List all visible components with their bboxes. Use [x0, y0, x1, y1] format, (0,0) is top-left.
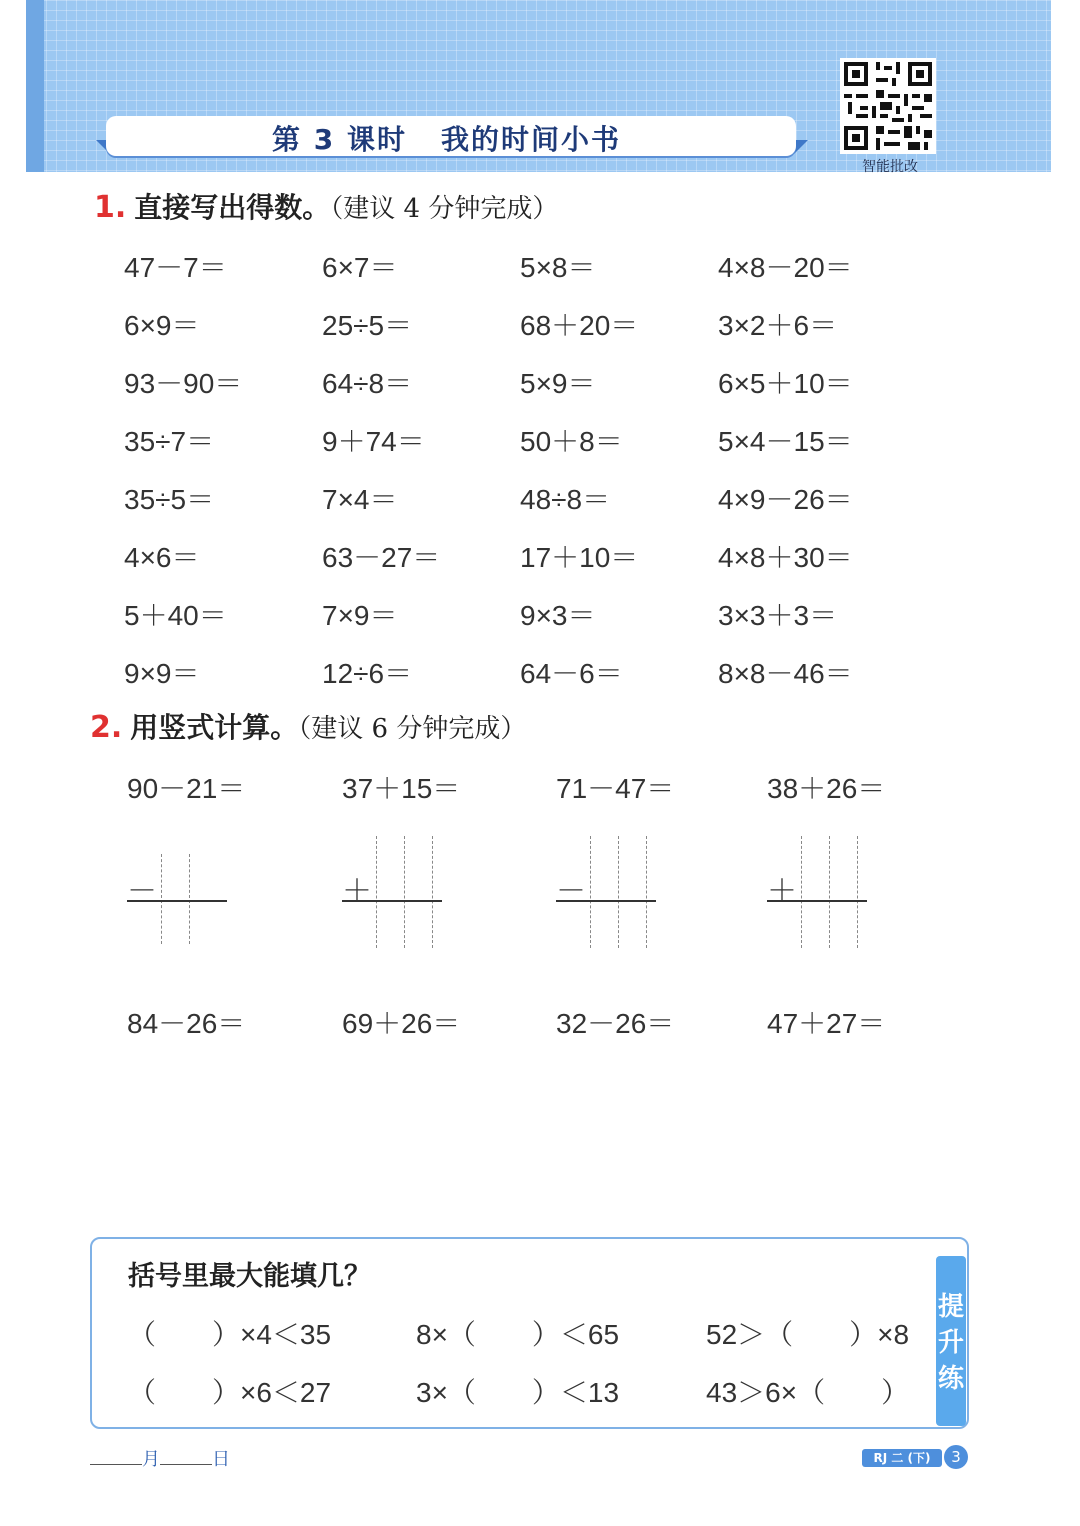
- sum-line: [127, 900, 227, 902]
- sum-line: [767, 900, 867, 902]
- column-guide: [590, 836, 591, 948]
- oral-item: 5＋40＝: [124, 600, 227, 631]
- lesson-title: [272, 118, 621, 158]
- column-guide: [432, 836, 433, 948]
- vertical-calc-item: 47＋27＝: [767, 1008, 886, 1039]
- vertical-calc-item: 32－26＝: [556, 1008, 675, 1039]
- operator-sign: －: [127, 875, 157, 908]
- section-1-number: 1.: [94, 190, 127, 225]
- month-label: 月: [142, 1449, 160, 1470]
- side-tab-tisheng: [936, 1256, 966, 1426]
- oral-item: 64÷8＝: [322, 368, 413, 399]
- oral-item: 9×9＝: [124, 658, 200, 689]
- column-guide: [801, 836, 802, 948]
- month-blank[interactable]: [90, 1464, 142, 1465]
- section-1-heading: [94, 186, 558, 226]
- oral-item: 68＋20＝: [520, 310, 639, 341]
- operator-sign: －: [556, 875, 586, 908]
- section-2-hint: （建议 6 分钟完成）: [298, 714, 527, 744]
- oral-item: 4×8－20＝: [718, 252, 853, 283]
- oral-item: 9×3＝: [520, 600, 596, 631]
- oral-item: 93－90＝: [124, 368, 243, 399]
- oral-item: 5×8＝: [520, 252, 596, 283]
- column-guide: [829, 836, 830, 948]
- vertical-frame-3[interactable]: [556, 836, 666, 956]
- oral-item: 64－6＝: [520, 658, 623, 689]
- column-guide: [189, 854, 190, 944]
- column-guide: [161, 854, 162, 944]
- vertical-calc-item: 84－26＝: [127, 1008, 246, 1039]
- oral-item: 12÷6＝: [322, 658, 413, 689]
- oral-item: 7×4＝: [322, 484, 398, 515]
- date-line[interactable]: [90, 1445, 230, 1471]
- lesson-number: 第 3 课时: [272, 123, 407, 156]
- oral-item: 4×8＋30＝: [718, 542, 853, 573]
- vertical-frame-4[interactable]: [767, 836, 877, 956]
- operator-sign: ＋: [342, 875, 372, 908]
- column-guide: [404, 836, 405, 948]
- column-guide: [618, 836, 619, 948]
- oral-item: 5×9＝: [520, 368, 596, 399]
- oral-item: 25÷5＝: [322, 310, 413, 341]
- oral-item: 47－7＝: [124, 252, 227, 283]
- fill-blank-item[interactable]: 3×（ ）＜13: [416, 1377, 620, 1408]
- fill-blank-item[interactable]: （ ）×6＜27: [128, 1377, 332, 1408]
- fill-blank-item[interactable]: （ ）×4＜35: [128, 1319, 332, 1350]
- column-guide: [857, 836, 858, 948]
- vertical-frame-1[interactable]: [127, 836, 237, 956]
- vertical-calc-item: 38＋26＝: [767, 773, 886, 804]
- oral-item: 9＋74＝: [322, 426, 425, 457]
- oral-item: 5×4－15＝: [718, 426, 853, 457]
- vertical-frame-2[interactable]: [342, 836, 452, 956]
- side-tab-char: 提: [937, 1292, 964, 1322]
- section-1-hint: （建议 4 分钟完成）: [330, 194, 559, 224]
- oral-item: 6×5＋10＝: [718, 368, 853, 399]
- oral-item: 6×9＝: [124, 310, 200, 341]
- qr-code-icon[interactable]: [840, 58, 936, 154]
- sum-line: [342, 900, 442, 902]
- edition-badge: RJ 二 (下): [862, 1449, 942, 1467]
- side-tab-char: 升: [937, 1328, 964, 1358]
- oral-item: 35÷5＝: [124, 484, 215, 515]
- oral-item: 8×8－46＝: [718, 658, 853, 689]
- lesson-name: 我的时间小书: [440, 123, 621, 156]
- section-2-number: 2.: [90, 710, 123, 745]
- oral-item: 7×9＝: [322, 600, 398, 631]
- vertical-calc-item: 90－21＝: [127, 773, 246, 804]
- vertical-calc-item: 71－47＝: [556, 773, 675, 804]
- operator-sign: ＋: [767, 875, 797, 908]
- oral-item: 3×3＋3＝: [718, 600, 838, 631]
- oral-item: 50＋8＝: [520, 426, 623, 457]
- oral-item: 4×9－26＝: [718, 484, 853, 515]
- column-guide: [376, 836, 377, 948]
- section-2-heading: [90, 706, 526, 746]
- oral-item: 63－27＝: [322, 542, 441, 573]
- sum-line: [556, 900, 656, 902]
- section-2-title: 用竖式计算。: [130, 711, 299, 744]
- day-blank[interactable]: [160, 1464, 212, 1465]
- fill-blank-item[interactable]: 52＞（ ）×8: [706, 1319, 910, 1350]
- fill-blank-item[interactable]: 43＞6×（ ）: [706, 1377, 910, 1408]
- oral-item: 48÷8＝: [520, 484, 611, 515]
- qr-label: 智能批改: [862, 159, 918, 175]
- day-label: 日: [212, 1449, 230, 1470]
- bonus-title: 括号里最大能填几？: [128, 1261, 371, 1292]
- vertical-calc-item: 69＋26＝: [342, 1008, 461, 1039]
- fill-blank-item[interactable]: 8×（ ）＜65: [416, 1319, 620, 1350]
- oral-item: 3×2＋6＝: [718, 310, 838, 341]
- page-number: 3: [944, 1445, 968, 1469]
- vertical-calc-item: 37＋15＝: [342, 773, 461, 804]
- oral-item: 17＋10＝: [520, 542, 639, 573]
- oral-item: 6×7＝: [322, 252, 398, 283]
- side-tab-char: 练: [937, 1364, 964, 1394]
- column-guide: [646, 836, 647, 948]
- oral-item: 35÷7＝: [124, 426, 215, 457]
- section-1-title: 直接写出得数。: [134, 191, 331, 224]
- oral-item: 4×6＝: [124, 542, 200, 573]
